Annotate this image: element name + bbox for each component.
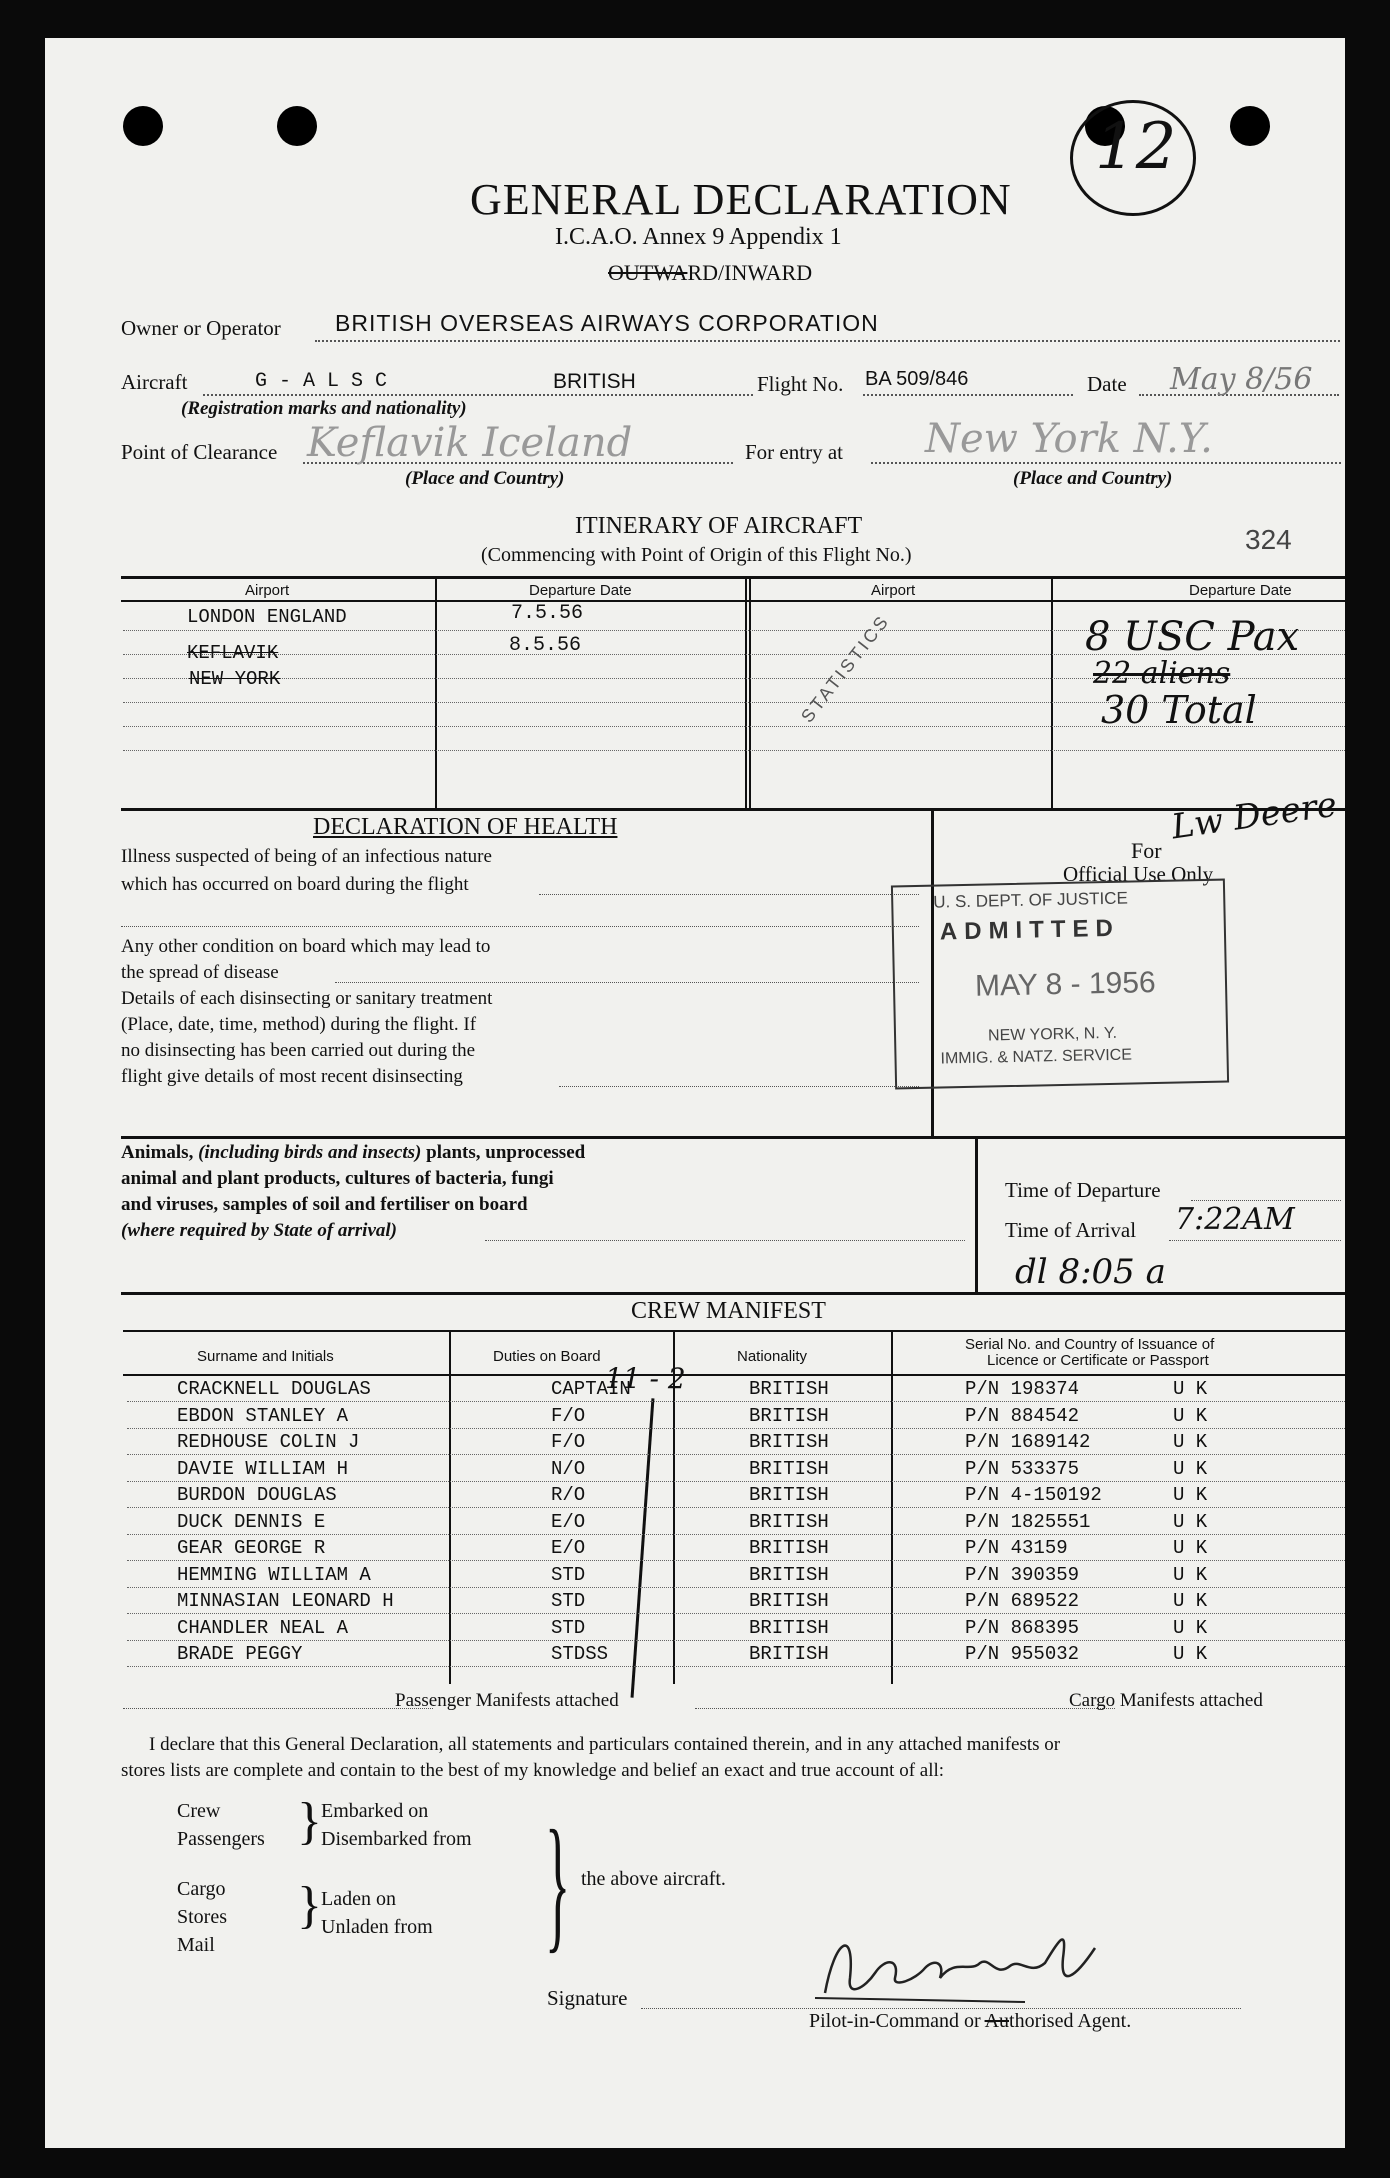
animals-bottom-rule [121,1292,1345,1295]
crew-serial: P/N 955032 [965,1643,1080,1665]
itinerary-airport: NEW YORK [189,668,281,690]
crew-top-rule [123,1330,1345,1332]
stamp-status: ADMITTED [939,914,1121,946]
aircraft-reg: G - A L S C [255,370,388,393]
health-q1-line-2 [121,926,919,927]
decl-unladen: Unladen from [321,1916,433,1938]
crew-duty: E/O [551,1537,586,1559]
crew-name: DAVIE WILLIAM H [177,1457,349,1480]
crew-nationality: BRITISH [749,1457,829,1480]
crew-name: REDHOUSE COLIN J [177,1431,360,1453]
departure-time-label: Time of Departure [1005,1178,1161,1202]
crew-name: MINNASIAN LEONARD H [177,1590,394,1612]
table-row [127,1376,1345,1402]
direction-struck: OUTWA [608,260,688,285]
aircraft-line [203,394,753,396]
brace: } [297,1877,322,1934]
health-q1-line [539,894,919,895]
crew-country: U K [1173,1510,1208,1533]
owner-value: BRITISH OVERSEAS AIRWAYS CORPORATION [335,310,879,336]
direction-line [608,260,812,286]
health-q1-cont: which has occurred on board during the flight [121,874,469,895]
itinerary-header-departure-date: Departure Date [529,582,632,599]
crew-name: DUCK DENNIS E [177,1510,326,1533]
crew-count-note: 11 - 2 [605,1362,686,1395]
crew-serial: P/N 1689142 [965,1431,1091,1453]
decl-cargo: Cargo [177,1878,226,1900]
table-row [127,1641,1345,1667]
itinerary-airport: KEFLAVIK [187,642,279,664]
place-caption: (Place and Country) [405,468,565,489]
table-row [127,1562,1345,1588]
animals-divider [975,1138,978,1294]
big-brace: } [545,1800,571,1966]
official-signature: Lw Deere [1169,784,1340,848]
crew-duty: F/O [551,1404,586,1427]
health-bottom-rule [121,1136,1345,1139]
crew-header-serial: Serial No. and Country of Issuance of [965,1336,1215,1353]
decl-laden: Laden on [321,1888,396,1910]
flight-value: BA 509/846 [865,368,969,390]
crew-serial: P/N 1825551 [965,1510,1091,1533]
health-title: DECLARATION OF HEALTH [313,814,618,840]
crew-duty: STD [551,1563,586,1586]
punch-hole [1230,106,1270,146]
stamp-date: MAY 8 - 1956 [974,965,1157,1003]
table-row [127,1456,1345,1482]
crew-country: U K [1173,1563,1208,1586]
health-q2-cont: the spread of disease [121,962,279,983]
place-caption-2: (Place and Country) [1013,468,1173,489]
animals-line4: (where required by State of arrival) [121,1220,398,1241]
entry-label: For entry at [745,440,843,464]
stamp-dept: U. S. DEPT. OF JUSTICE [933,888,1129,912]
animals-plants: plants, unprocessed [426,1142,586,1163]
table-row [127,1482,1345,1508]
crew-duty: STD [551,1590,586,1612]
itinerary-note: 8 USC Pax [1085,614,1300,660]
cargo-manifest-label: Cargo Manifests attached [1069,1690,1263,1711]
passenger-manifest-label: Passenger Manifests attached [395,1690,619,1711]
flight-label: Flight No. [757,372,844,396]
row-rule [127,1666,1345,1667]
itinerary-airport: LONDON ENGLAND [187,606,347,628]
signature-label: Signature [547,1986,628,2010]
animals-label: Animals, [121,1142,194,1163]
health-q3-line [559,1086,919,1087]
health-q3-line2: (Place, date, time, method) during the flight. If [121,1014,477,1035]
pilot-caption [809,2010,1131,2033]
declaration-line2: stores lists are complete and contain to the best of my knowledge and belief an exact and true account of all: [121,1760,945,1781]
date-label: Date [1087,372,1127,396]
crew-country: U K [1173,1431,1208,1453]
itinerary-header-rule [121,600,1345,602]
crew-duty: STD [551,1616,586,1639]
decl-crew: Crew [177,1800,221,1822]
itinerary-bottom-rule [121,808,1345,811]
crew-serial: P/N 884542 [965,1404,1080,1427]
crew-header-licence: Licence or Certificate or Passport [987,1352,1209,1369]
animals-line [485,1240,965,1241]
page-title: GENERAL DECLARATION [470,175,1012,224]
decl-stores: Stores [177,1906,227,1928]
crew-duty: R/O [551,1484,586,1506]
table-row [127,1615,1345,1641]
arrival-time-line [1169,1240,1341,1241]
table-row [127,1429,1345,1455]
crew-name: BRADE PEGGY [177,1643,303,1665]
pilot-suffix: thorised Agent. [1009,2010,1132,2032]
punch-hole [277,106,317,146]
crew-name: HEMMING WILLIAM A [177,1563,371,1586]
crew-name: CHANDLER NEAL A [177,1616,349,1639]
aircraft-nationality: BRITISH [553,370,636,393]
decl-mail: Mail [177,1934,215,1956]
entry-value: New York N.Y. [925,416,1213,462]
itinerary-col-divider [749,578,751,810]
owner-line [315,340,1340,342]
departure-time-line [1191,1200,1341,1201]
crew-nationality: BRITISH [749,1431,829,1453]
decl-passengers: Passengers [177,1828,265,1850]
crew-serial: P/N 198374 [965,1378,1080,1400]
decl-disembarked: Disembarked from [321,1828,472,1850]
itinerary-col-divider [1051,578,1053,810]
crew-serial: P/N 868395 [965,1616,1080,1639]
crew-header-surname: Surname and Initials [197,1348,334,1365]
cargo-manifest-line [695,1708,1115,1709]
flight-line [863,394,1073,396]
health-q3: Details of each disinsecting or sanitary treatment [121,988,493,1009]
crew-name: BURDON DOUGLAS [177,1484,337,1506]
table-row [127,1403,1345,1429]
signature-image [805,1918,1125,2008]
crew-country: U K [1173,1378,1208,1400]
crew-nationality: BRITISH [749,1643,829,1665]
declaration-form [45,38,1345,2148]
itinerary-header-departure-date: Departure Date [1189,582,1292,599]
crew-name: EBDON STANLEY A [177,1404,349,1427]
itinerary-col-divider [435,578,437,810]
animals-line3: and viruses, samples of soil and fertiliser on board [121,1194,528,1215]
crew-country: U K [1173,1643,1208,1665]
itinerary-note: 30 Total [1101,688,1257,732]
health-q2-line [335,982,919,983]
stamp-city: NEW YORK, N. Y. [987,1024,1118,1045]
pilot-struck: Au [984,2010,1010,2032]
crew-duty: N/O [551,1457,586,1480]
owner-label: Owner or Operator [121,316,281,340]
itinerary-date: 7.5.56 [511,602,584,625]
health-q1: Illness suspected of being of an infectious nature [121,846,492,867]
crew-serial: P/N 43159 [965,1537,1068,1559]
crew-duty: E/O [551,1510,586,1533]
clearance-value: Keflavik Iceland [307,420,633,466]
table-row [127,1588,1345,1614]
direction-rest: RD/INWARD [687,260,813,285]
crew-country: U K [1173,1404,1208,1427]
official-use-for: For [1131,838,1162,863]
crew-nationality: BRITISH [749,1484,829,1506]
itinerary-col-divider [745,578,747,810]
crew-nationality: BRITISH [749,1590,829,1612]
crew-duty: STDSS [551,1643,609,1665]
health-q3-line3: no disinsecting has been carried out during the [121,1040,476,1061]
crew-country: U K [1173,1484,1208,1506]
statistics-stamp: STATISTICS [797,610,894,727]
pilot-prefix: Pilot-in-Command or [809,2010,985,2032]
signature-line [641,2008,1241,2009]
crew-duty: F/O [551,1431,586,1453]
itinerary-title: ITINERARY OF AIRCRAFT [575,513,863,539]
aircraft-label: Aircraft [121,370,188,394]
crew-nationality: BRITISH [749,1616,829,1639]
crew-header-duties: Duties on Board [493,1348,601,1365]
crew-country: U K [1173,1590,1208,1612]
table-row [127,1535,1345,1561]
stamp-agency: IMMIG. & NATZ. SERVICE [940,1046,1133,1068]
itinerary-ref-number: 324 [1245,524,1292,555]
crew-nationality: BRITISH [749,1404,829,1427]
table-row [127,1509,1345,1535]
crew-country: U K [1173,1457,1208,1480]
itinerary-subtitle: (Commencing with Point of Origin of this Flight No.) [481,544,912,566]
passenger-manifest-line [123,1708,433,1709]
page-number: 12 [1095,110,1177,184]
arrival-time-label: Time of Arrival [1005,1218,1137,1242]
arrival-note: dl 8:05 a [1015,1252,1166,1292]
crew-serial: P/N 533375 [965,1457,1080,1480]
health-q3-cont [121,1014,476,1036]
crew-header-nationality: Nationality [737,1348,808,1365]
crew-duty: CAPTAIN [551,1378,631,1400]
crew-country: U K [1173,1616,1208,1639]
crew-serial: P/N 689522 [965,1590,1080,1612]
crew-nationality: BRITISH [749,1510,829,1533]
decl-embarked: Embarked on [321,1800,429,1822]
crew-nationality: BRITISH [749,1378,829,1400]
crew-name: CRACKNELL DOUGLAS [177,1378,371,1400]
itinerary-header-airport: Airport [871,582,916,599]
clearance-label: Point of Clearance [121,440,278,464]
crew-nationality: BRITISH [749,1537,829,1559]
crew-country: U K [1173,1537,1208,1559]
official-use-label: Official Use Only [1063,862,1214,886]
crew-title: CREW MANIFEST [631,1298,826,1324]
itinerary-date: 8.5.56 [509,634,582,657]
registration-caption: (Registration marks and nationality) [181,398,467,419]
crew-name: GEAR GEORGE R [177,1537,326,1559]
crew-serial: P/N 4-150192 [965,1484,1102,1506]
punch-hole [123,106,163,146]
health-q2: Any other condition on board which may lead to [121,936,491,957]
decl-above-aircraft: the above aircraft. [581,1868,726,1890]
itinerary-row-line [123,750,1345,751]
arrival-time-value: 7:22AM [1175,1202,1295,1237]
page-subtitle: I.C.A.O. Annex 9 Appendix 1 [555,224,842,250]
health-q3-line4: flight give details of most recent disinsecting [121,1066,463,1087]
declaration-line1: I declare that this General Declaration, all statements and particulars contained therein, and in any attached manifests or [149,1734,1061,1755]
animals-line2: animal and plant products, cultures of bacteria, fungi [121,1168,554,1189]
itinerary-note: 22 aliens [1093,656,1231,691]
date-value: May 8/56 [1170,362,1313,397]
crew-serial: P/N 390359 [965,1563,1080,1586]
animals-line1 [121,1142,585,1164]
crew-nationality: BRITISH [749,1563,829,1586]
brace: } [297,1793,322,1850]
itinerary-header-airport: Airport [245,582,290,599]
entry-line [871,462,1341,464]
admitted-stamp [891,879,1229,1090]
itinerary-top-rule [121,576,1345,579]
animals-note: (including birds and insects) [198,1142,422,1163]
